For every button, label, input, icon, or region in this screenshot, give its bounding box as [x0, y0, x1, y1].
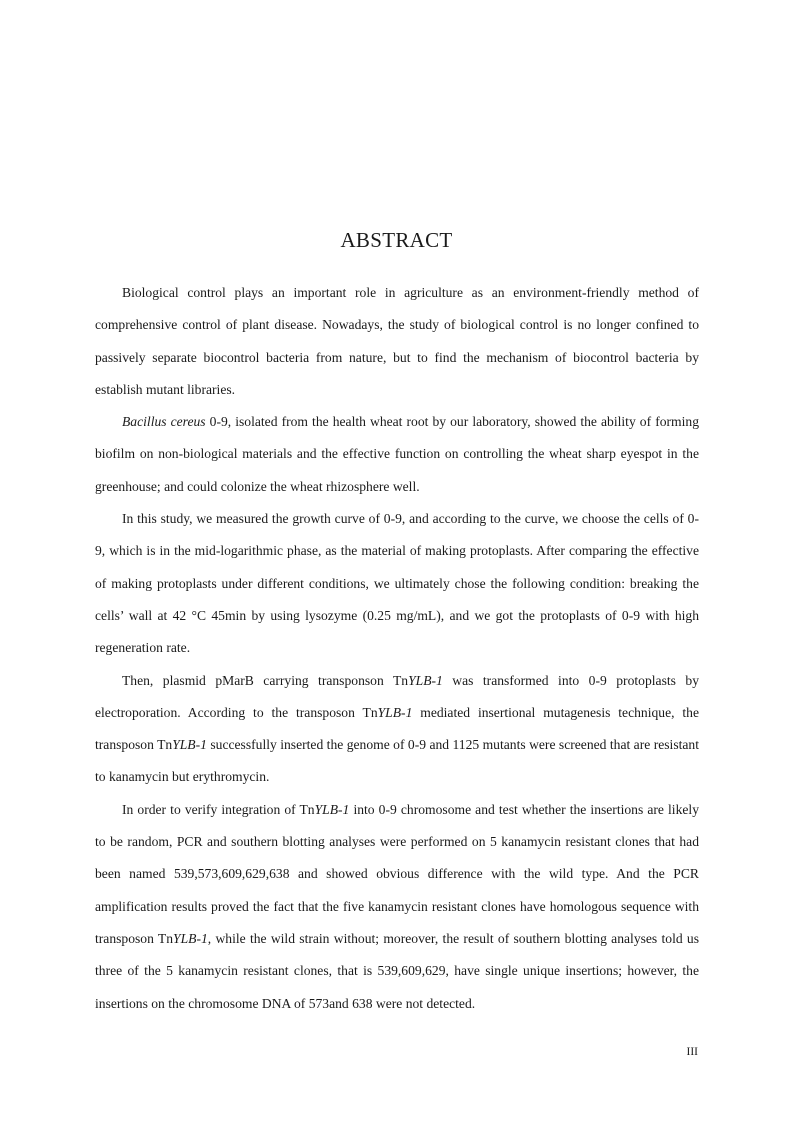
gene-name: YLB-1: [408, 672, 443, 688]
paragraph-text: successfully inserted the genome of 0-9 and 1125 mutants were screened that are resistant to kanamycin but erythromycin.: [95, 737, 699, 785]
paragraph-text: was transformed into 0-9 protoplasts by electroporation. According to the transposon Tn: [95, 672, 699, 720]
abstract-title: ABSTRACT: [340, 228, 453, 252]
paragraph-text: In order to verify integration of Tn: [122, 801, 315, 817]
paragraph-text: Then, plasmid pMarB carrying transponson Tn: [122, 672, 409, 688]
gene-name: YLB-1: [314, 801, 350, 817]
abstract-body: [95, 277, 699, 1020]
paragraph-4: [95, 665, 699, 794]
paragraph-text: 0-9, isolated from the health wheat root by our laboratory, showed the ability of forming biofilm on non-biological materials and the effective function on controlling the wheat sharp eyespot in the greenhouse; and could colonize the wheat rhizosphere well.: [95, 414, 699, 494]
paragraph-text: , while the wild strain without; moreover, the result of southern blotting analyses told us three of the 5 kanamycin resistant clones, that is 539,609,629, have single unique insertions; however, the insertions on the chromosome DNA of 573and 638 were not detected.: [95, 930, 700, 1011]
paragraph-text: Biological control plays an important role in agriculture as an environment-friendly method of comprehensive control of plant disease. Nowadays, the study of biological control is no longer confined to passively separate biocontrol bacteria from nature, but to find the mechanism of biocontrol bacteria by establish mutant libraries.: [95, 285, 699, 397]
paragraph-3: [95, 503, 699, 664]
gene-name: YLB-1: [172, 737, 207, 753]
paragraph-text: mediated insertional mutagenesis technique, the transposon Tn: [95, 704, 699, 753]
paragraph-1: [95, 277, 699, 406]
page-number: III: [686, 1046, 698, 1058]
paragraph-text: In this study, we measured the growth curve of 0-9, and according to the curve, we choose the cells of 0-9, which is in the mid-logarithmic phase, as the material of making protoplasts. After comparing the effective of making protoplasts under different conditions, we ultimately chose the following condition: breaking the cells’ wall at 42 °C 45min by using lysozyme (0.25 mg/mL), and we got the protoplasts of 0-9 with high regeneration rate.: [95, 511, 699, 656]
paragraph-2: [95, 406, 699, 503]
gene-name: YLB-1: [377, 704, 413, 720]
species-name: Bacillus cereus: [122, 414, 206, 430]
paragraph-5: [95, 794, 699, 1020]
paragraph-text: into 0-9 chromosome and test whether the insertions are likely to be random, PCR and southern blotting analyses were performed on 5 kanamycin resistant clones that had been named 539,573,609,629,638 and showed obvious difference with the wild type. And the PCR amplification results proved the fact that the five kanamycin resistant clones have homologous sequence with transposon Tn: [95, 801, 699, 946]
gene-name: YLB-1: [173, 930, 208, 946]
